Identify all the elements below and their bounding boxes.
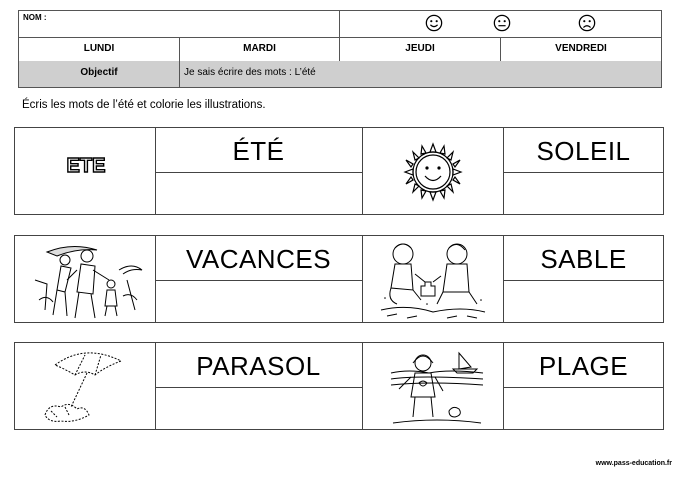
parasol-image bbox=[35, 345, 139, 429]
word-row-3 bbox=[14, 342, 664, 430]
word-plage: PLAGE bbox=[538, 351, 629, 381]
day-vendredi: VENDREDI bbox=[555, 43, 607, 54]
word-ete: ÉTÉ bbox=[232, 136, 285, 166]
happy-face-icon bbox=[425, 14, 443, 32]
day-mardi: MARDI bbox=[180, 37, 340, 61]
sad-face-icon bbox=[578, 14, 596, 32]
objective-label: Objectif bbox=[19, 61, 180, 87]
instruction-text: Écris les mots de l’été et colorie les illustrations. bbox=[22, 99, 266, 111]
header-table bbox=[18, 10, 662, 88]
smiley-scale bbox=[340, 11, 662, 37]
word-row-2 bbox=[14, 235, 664, 323]
word-sable: SABLE bbox=[540, 244, 627, 274]
sun-image bbox=[400, 140, 466, 204]
word-row-1 bbox=[14, 127, 664, 215]
word-soleil: SOLEIL bbox=[536, 136, 631, 166]
word-parasol: PARASOL bbox=[196, 351, 321, 381]
family-beach-image bbox=[27, 240, 145, 320]
children-sandcastle-image bbox=[377, 238, 489, 322]
header-row-name bbox=[19, 11, 661, 38]
word-vacances: VACANCES bbox=[185, 244, 332, 274]
svg-text:ETE: ETE bbox=[66, 155, 106, 177]
day-lundi: LUNDI bbox=[19, 37, 180, 61]
girl-on-beach-image bbox=[389, 345, 485, 429]
header-row-objective bbox=[19, 61, 661, 87]
objective-text: Je sais écrire des mots : L’été bbox=[180, 61, 661, 87]
day-jeudi: JEUDI bbox=[340, 37, 501, 61]
header-row-days bbox=[19, 37, 661, 62]
neutral-face-icon bbox=[493, 14, 511, 32]
footer-url[interactable]: www.pass-education.fr bbox=[595, 460, 672, 467]
name-label: NOM : bbox=[19, 11, 340, 37]
ete-lettering-image bbox=[61, 152, 111, 178]
